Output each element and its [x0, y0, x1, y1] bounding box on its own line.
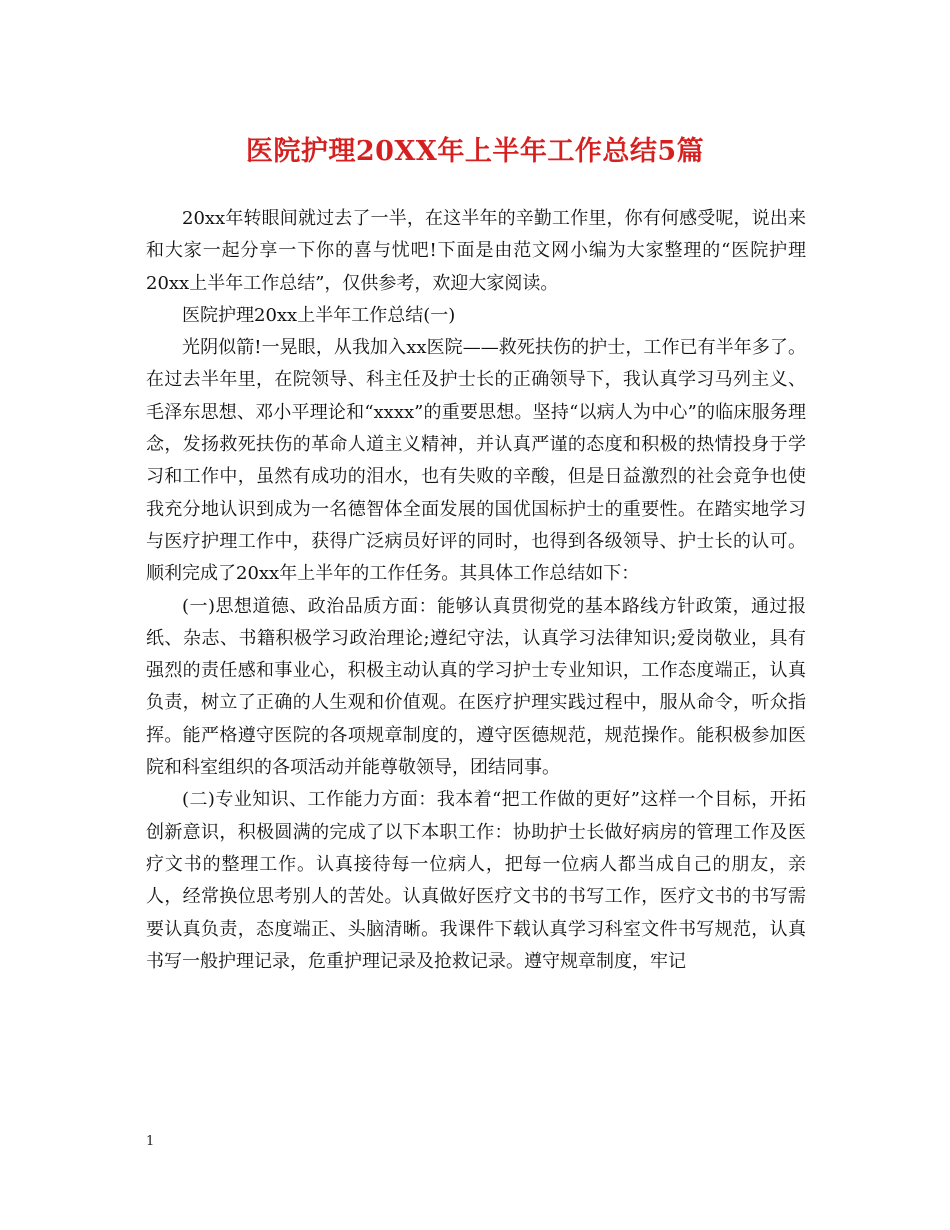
body-paragraph: (一)思想道德、政治品质方面：能够认真贯彻党的基本路线方针政策，通过报纸、杂志、书籍积极学习政治理论;遵纪守法，认真学习法律知识;爱岗敬业，具有强烈的责任感和事业心，积极主动认真的学习护士专业知识，工作态度端正，认真负责，树立了正确的人生观和价值观。在医疗护理实践过程中，服从命令，听众指挥。能严格遵守医院的各项规章制度的，遵守医德规范，规范操作。能积极参加医院和科室组织的各项活动并能尊敬领导，团结同事。 [146, 595, 806, 779]
document-title: 医院护理20XX年上半年工作总结5篇 [245, 136, 705, 167]
body-paragraph: (二)专业知识、工作能力方面：我本着“把工作做的更好”这样一个目标，开拓创新意识，积极圆满的完成了以下本职工作：协助护士长做好病房的管理工作及医疗文书的整理工作。认真接待每一位病人，把每一位病人都当成自己的朋友，亲人，经常换位思考别人的苦处。认真做好医疗文书的书写工作，医疗文书的书写需要认真负责，态度端正、头脑清晰。我课件下载认真学习科室文件书写规范，认真书写一般护理记录，危重护理记录及抢救记录。遵守规章制度，牢记 [146, 789, 806, 972]
section-heading: 医院护理20xx上半年工作总结(一) [182, 304, 456, 326]
intro-paragraph: 20xx年转眼间就过去了一半，在这半年的辛勤工作里，你有何感受呢，说出来和大家一起分享一下你的喜与忧吧!下面是由范文网小编为大家整理的“医院护理20xx上半年工作总结”，仅供参考，欢迎大家阅读。 [146, 208, 806, 294]
body-paragraph: 光阴似箭!一晃眼，从我加入xx医院——救死扶伤的护士，工作已有半年多了。在过去半年里，在院领导、科主任及护士长的正确领导下，我认真学习马列主义、毛泽东思想、邓小平理论和“xxxx”的重要思想。坚持“以病人为中心”的临床服务理念，发扬救死扶伤的革命人道主义精神，并认真严谨的态度和积极的热情投身于学习和工作中，虽然有成功的泪水，也有失败的辛酸，但是日益激烈的社会竟争也使我充分地认识到成为一名德智体全面发展的国优国标护士的重要性。在踏实地学习与医疗护理工作中，获得广泛病员好评的同时，也得到各级领导、护士长的认可。顺利完成了20xx年上半年的工作任务。其具体工作总结如下： [146, 337, 806, 585]
document-body [146, 203, 806, 978]
page-number: 1 [146, 1134, 155, 1149]
